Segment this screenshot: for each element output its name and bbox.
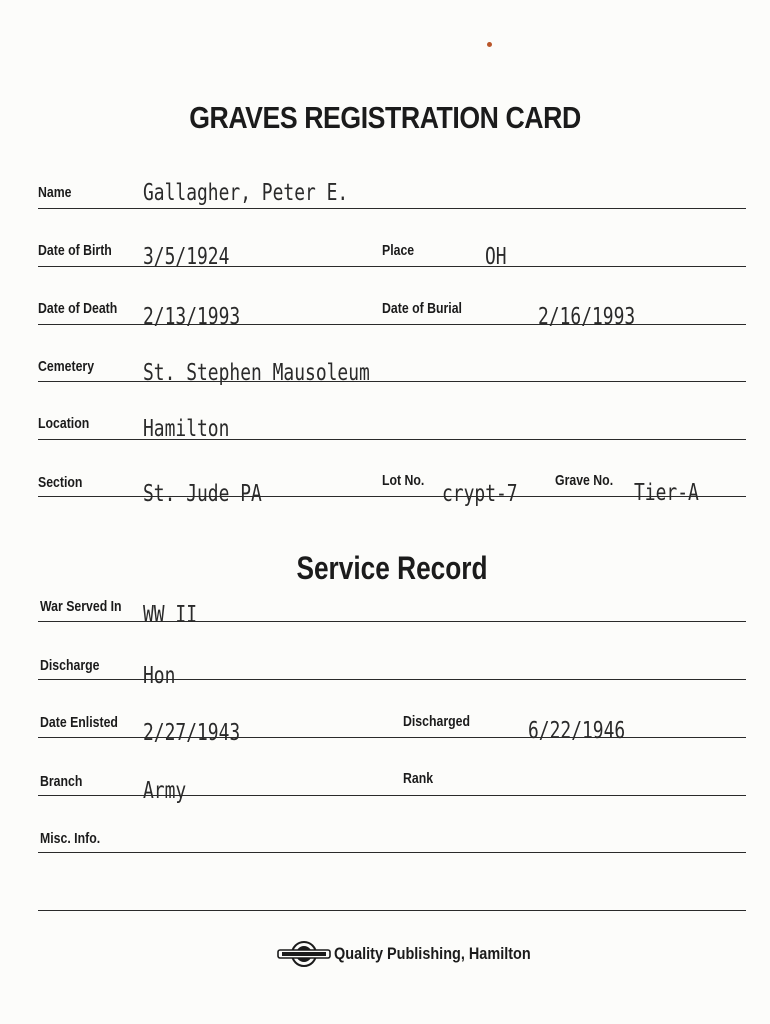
name-value: Gallagher, Peter E.	[143, 180, 349, 206]
misc-line-1	[38, 852, 746, 853]
place-value: OH	[485, 244, 507, 270]
branch-line	[38, 795, 746, 796]
war-served-in-value: WW II	[143, 602, 198, 628]
section-label: Section	[38, 474, 83, 491]
birth-line	[38, 266, 746, 267]
date-of-burial-value: 2/16/1993	[538, 304, 636, 330]
date-of-birth-label: Date of Birth	[38, 242, 112, 259]
date-of-death-label: Date of Death	[38, 300, 118, 317]
lot-no-label: Lot No.	[382, 472, 425, 489]
card-title: GRAVES REGISTRATION CARD	[189, 100, 581, 135]
enlisted-line	[38, 737, 746, 738]
ink-spot	[487, 42, 492, 47]
grave-no-value: Tier-A	[634, 480, 699, 506]
date-enlisted-value: 2/27/1943	[143, 720, 241, 746]
union-label-seal-icon	[276, 939, 332, 969]
misc-info-label: Misc. Info.	[40, 830, 101, 847]
date-of-birth-value: 3/5/1924	[143, 244, 230, 270]
cemetery-value: St. Stephen Mausoleum	[143, 360, 370, 386]
publisher-name: Quality Publishing, Hamilton	[334, 944, 531, 963]
discharged-label: Discharged	[403, 713, 470, 730]
cemetery-line	[38, 381, 746, 382]
discharge-line	[38, 679, 746, 680]
misc-line-2	[38, 910, 746, 911]
location-line	[38, 439, 746, 440]
date-of-death-value: 2/13/1993	[143, 304, 241, 330]
branch-label: Branch	[40, 773, 83, 790]
war-served-in-label: War Served In	[40, 598, 122, 615]
section-line	[38, 496, 746, 497]
date-enlisted-label: Date Enlisted	[40, 714, 118, 731]
location-label: Location	[38, 415, 90, 432]
place-label: Place	[382, 242, 415, 259]
date-of-burial-label: Date of Burial	[382, 300, 462, 317]
discharge-label: Discharge	[40, 657, 100, 674]
discharge-value: Hon	[143, 663, 176, 689]
cemetery-label: Cemetery	[38, 358, 95, 375]
name-label: Name	[38, 184, 72, 201]
war-line	[38, 621, 746, 622]
location-value: Hamilton	[143, 416, 230, 442]
death-line	[38, 324, 746, 325]
branch-value: Army	[143, 778, 187, 804]
service-record-heading: Service Record	[296, 550, 488, 586]
rank-label: Rank	[403, 770, 434, 787]
section-value: St. Jude PA	[143, 481, 262, 507]
publisher-footer	[276, 936, 565, 972]
discharged-value: 6/22/1946	[528, 718, 626, 744]
grave-no-label: Grave No.	[555, 472, 614, 489]
lot-no-value: crypt-7	[442, 481, 518, 507]
name-line	[38, 208, 746, 209]
